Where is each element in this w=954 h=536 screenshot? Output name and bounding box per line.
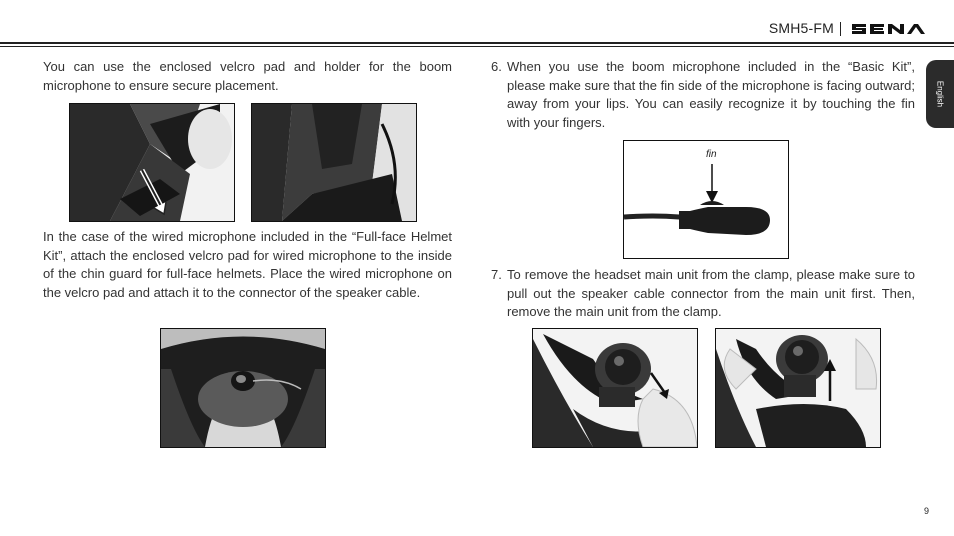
boom-microphone-fin-figure: [623, 140, 789, 259]
velcro-pad-photo-2: [251, 103, 417, 222]
language-tab: [926, 60, 954, 128]
remove-cable-photo: [532, 328, 698, 448]
language-tab-label: English: [935, 80, 945, 108]
header-separator: [840, 22, 841, 36]
document-model-title: SMH5-FM: [768, 20, 834, 36]
velcro-pad-photo-1: [69, 103, 235, 222]
step-6-number: 6.: [491, 59, 502, 74]
step-7-text: To remove the headset main unit from the clamp, please make sure to pull out the speaker cable connector from the main unit first. Then, remove the main unit from the clamp.: [507, 267, 915, 320]
header-rule-thin: [0, 46, 954, 47]
fin-label: fin: [706, 149, 717, 160]
step-7-number: 7.: [491, 267, 502, 282]
header-rule: [0, 42, 954, 44]
sena-logo: [850, 20, 926, 38]
wired-microphone-paragraph: In the case of the wired microphone included in the “Full-face Helmet Kit”, attach the enclosed velcro pad for wired microphone to the inside of the chin guard for full-face helmets. Place the wired microphone on the velcro pad and attach it to the connector of the speaker cable.: [43, 229, 452, 301]
step-6: [491, 58, 915, 134]
step-6-text: When you use the boom microphone included in the “Basic Kit”, please make sure that the fin side of the microphone is facing outward; away from your lips. You can easily recognize it by touching the fin with your fingers.: [507, 59, 915, 131]
velcro-pad-paragraph: You can use the enclosed velcro pad and holder for the boom microphone to ensure secure placement.: [43, 59, 452, 93]
chin-guard-photo: [160, 328, 326, 448]
remove-main-unit-photo: [715, 328, 881, 448]
page-number: 9: [923, 506, 929, 516]
step-7: [491, 266, 915, 324]
